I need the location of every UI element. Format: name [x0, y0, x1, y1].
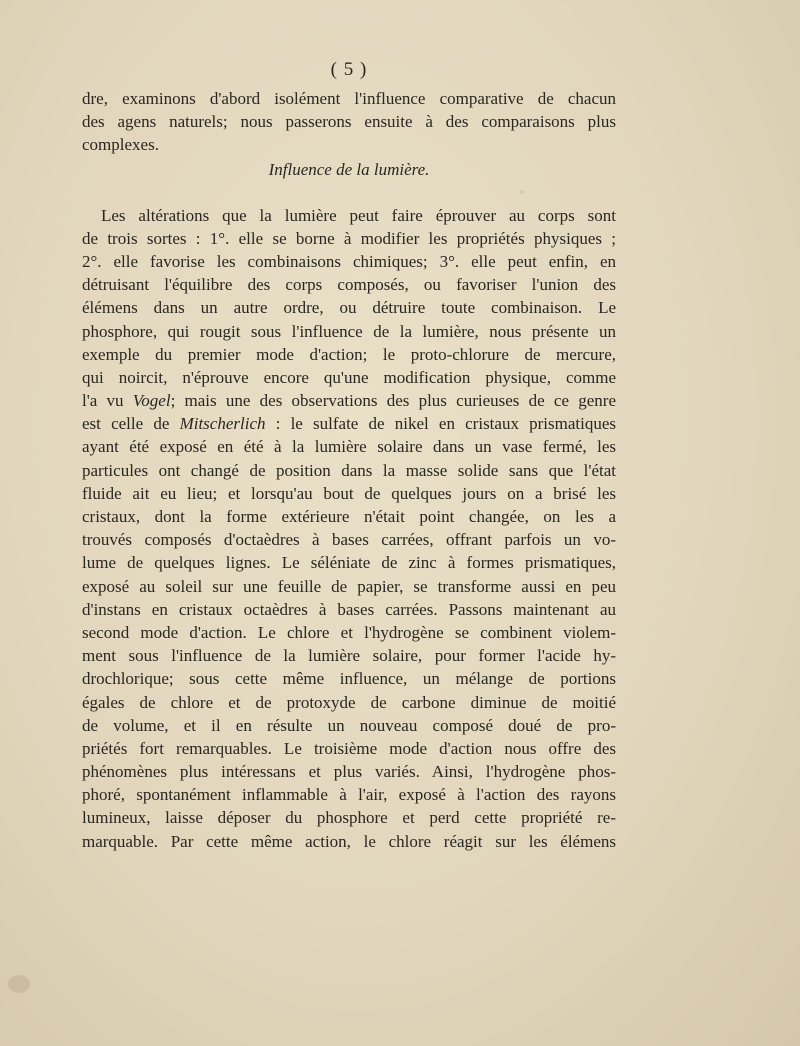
section-title: Influence de la lumière.	[268, 159, 430, 179]
text-line: particules ont changé de position dans la masse solide sans que l'état	[82, 460, 616, 480]
text-line: complexes.	[82, 135, 159, 155]
text-line: égales de chlore et de protoxyde de carbone diminue de moitié	[82, 692, 616, 712]
text-line: des agens naturels; nous passerons ensuite à des comparaisons plus	[82, 112, 616, 132]
text-line: de volume, et il en résulte un nouveau composé doué de pro-	[82, 715, 616, 735]
text-line: de trois sortes : 1°. elle se borne à modifier les propriétés physiques ;	[82, 228, 616, 248]
text-line: dre, examinons d'abord isolément l'influence comparative de chacun	[82, 89, 616, 108]
text-line: qui noircit, n'éprouve encore qu'une modification physique, comme	[82, 367, 616, 387]
text-line: phosphore, qui rougit sous l'influence de la lumière, nous présente un	[82, 321, 616, 341]
paper-stain	[8, 975, 30, 993]
text-line: ment sous l'influence de la lumière solaire, pour former l'acide hy-	[82, 646, 616, 666]
text-line: second mode d'action. Le chlore et l'hydrogène se combinent violem-	[82, 622, 616, 642]
text-line: 2°. elle favorise les combinaisons chimiques; 3°. elle peut enfin, en	[82, 251, 616, 271]
text-line: trouvés composés d'octaèdres à bases carrées, offrant parfois un vo-	[82, 530, 616, 550]
proper-name: Vogel	[132, 391, 171, 411]
page-number: ( 5 )	[330, 59, 368, 80]
text-line: exemple du premier mode d'action; le proto-chlorure de mercure,	[82, 344, 616, 364]
text-line: Les altérations que la lumière peut faire éprouver au corps sont	[101, 205, 616, 225]
text-line: drochlorique; sous cette même influence, un mélange de portions	[82, 669, 616, 689]
proper-name: Mitscherlich	[179, 414, 266, 434]
text-line: priétés fort remarquables. Le troisième mode d'action nous offre des	[82, 738, 616, 758]
text-line: cristaux, dont la forme extérieure n'était point changée, on les a	[82, 507, 616, 526]
text-line: ayant été exposé en été à la lumière solaire dans un vase fermé, les	[82, 437, 616, 457]
text-line: est celle de Mitscherlich : le sulfate de nikel en cristaux prismatiques	[82, 414, 617, 434]
text-line: l'a vu Vogel; mais une des observations des plus curieuses de ce genre	[82, 391, 616, 411]
text-block	[82, 55, 616, 853]
paragraph	[82, 204, 616, 853]
text-line: phoré, spontanément inflammable à l'air, exposé à l'action des rayons	[82, 785, 616, 805]
text-line: d'instans en cristaux octaèdres à bases carrées. Passons maintenant au	[82, 599, 616, 619]
text-line: fluide ait eu lieu; et lorsqu'au bout de quelques jours on a brisé les	[82, 483, 616, 503]
opening-text	[82, 87, 616, 157]
text-line: lumineux, laisse déposer du phosphore et perd cette propriété re-	[82, 808, 616, 828]
text-line: phénomènes plus intéressans et plus variés. Ainsi, l'hydrogène phos-	[82, 762, 616, 782]
text-line: exposé au soleil sur une feuille de papier, se transforme aussi en peu	[82, 576, 616, 596]
text-line: élémens dans un autre ordre, ou détruire toute combinaison. Le	[82, 298, 616, 318]
text-line: lume de quelques lignes. Le séléniate de zinc à formes prismatiques,	[82, 553, 616, 573]
text-line: marquable. Par cette même action, le chlore réagit sur les élémens	[82, 831, 616, 851]
text-line: détruisant l'équilibre des corps composés, ou favoriser l'union des	[82, 275, 616, 295]
